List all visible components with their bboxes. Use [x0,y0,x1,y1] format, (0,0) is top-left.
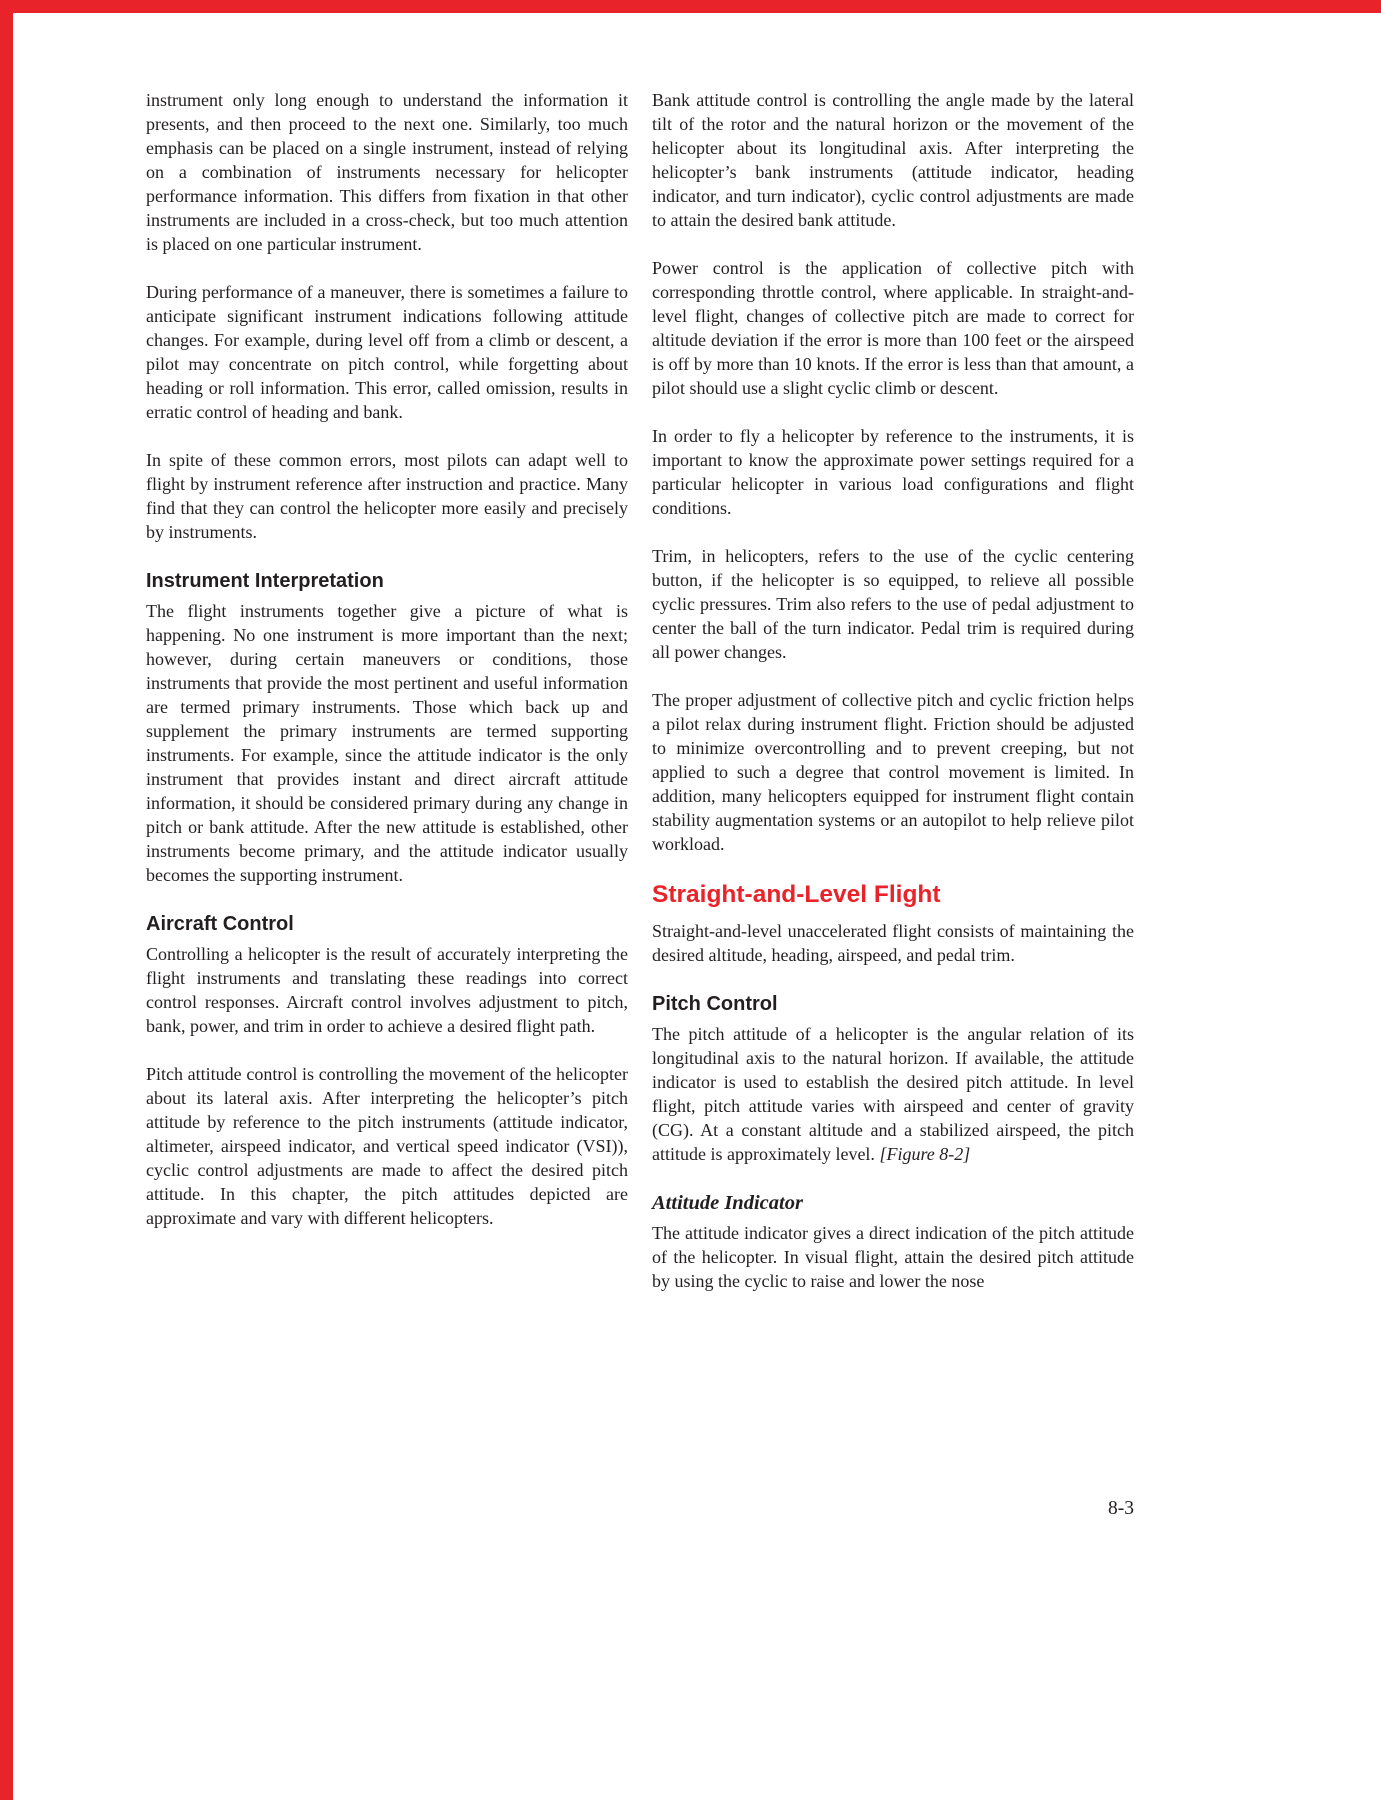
left-column [146,88,628,1230]
paragraph: Bank attitude control is controlling the angle made by the lateral tilt of the rotor and the natural horizon or the movement of the helicopter about its longitudinal axis. After interpreting the helicopter’s bank instruments (attitude indicator, heading indicator, and turn indicator), cyclic control adjustments are made to attain the desired bank attitude. [652,90,1134,230]
top-accent-bar [0,0,1381,13]
section-heading-attitude-indicator: Attitude Indicator [652,1192,803,1214]
left-accent-bar [0,0,13,1800]
paragraph: Pitch attitude control is controlling the movement of the helicopter about its lateral axis. After interpreting the helicopter’s pitch attitude by reference to the pitch instruments (attitude indicator, altimeter, airspeed indicator, and vertical speed indicator (VSI)), cyclic control adjustments are made to affect the desired pitch attitude. In this chapter, the pitch attitudes depicted are approximate and vary with different helicopters. [146,1064,628,1228]
paragraph: Controlling a helicopter is the result of accurately interpreting the flight instruments and translating these readings into correct control responses. Aircraft control involves adjustment to pitch, bank, power, and trim in order to achieve a desired flight path. [146,944,628,1036]
paragraph: Trim, in helicopters, refers to the use of the cyclic centering button, if the helicopter is so equipped, to relieve all possible cyclic pressures. Trim also refers to the use of pedal adjustment to center the ball of the turn indicator. Pedal trim is required during all power changes. [652,546,1134,662]
section-heading-pitch-control: Pitch Control [652,993,778,1015]
paragraph: During performance of a maneuver, there is sometimes a failure to anticipate significant instrument indications following attitude changes. For example, during level off from a climb or descent, a pilot may concentrate on pitch control, while forgetting about heading or roll information. This error, called omission, results in erratic control of heading and bank. [146,282,628,422]
paragraph: instrument only long enough to understand the information it presents, and then proceed to the next one. Similarly, too much emphasis can be placed on a single instrument, instead of relying on a combination of instruments necessary for helicopter performance information. This differs from fixation in that other instruments are included in a cross-check, but too much attention is placed on one particular instrument. [146,90,628,254]
paragraph: Power control is the application of collective pitch with corresponding throttle control, where applicable. In straight-and-level flight, changes of collective pitch are made to correct for altitude deviation if the error is more than 100 feet or the airspeed is off by more than 10 knots. If the error is less than that amount, a pilot should use a slight cyclic climb or descent. [652,258,1134,398]
figure-reference: [Figure 8-2] [879,1144,971,1164]
paragraph: Straight-and-level unaccelerated flight consists of maintaining the desired altitude, heading, airspeed, and pedal trim. [652,921,1134,965]
paragraph: The flight instruments together give a picture of what is happening. No one instrument is more important than the next; however, during certain maneuvers or conditions, those instruments that provide the most pertinent and useful information are termed primary instruments. Those which back up and supplement the primary instruments are termed supporting instruments. For example, since the attitude indicator is the only instrument that provides instant and direct aircraft attitude information, it should be considered primary during any change in pitch or bank attitude. After the new attitude is established, other instruments become primary, and the attitude indicator usually becomes the supporting instrument. [146,601,628,885]
paragraph: The proper adjustment of collective pitch and cyclic friction helps a pilot relax during instrument flight. Friction should be adjusted to minimize overcontrolling and to prevent creeping, but not applied to such a degree that control movement is limited. In addition, many helicopters equipped for instrument flight contain stability augmentation systems or an autopilot to help relieve pilot workload. [652,690,1134,854]
paragraph: The attitude indicator gives a direct indication of the pitch attitude of the helicopter. In visual flight, attain the desired pitch attitude by using the cyclic to raise and lower the nose [652,1223,1134,1291]
paragraph [652,1022,1134,1166]
paragraph-text: The pitch attitude of a helicopter is the angular relation of its longitudinal axis to the natural horizon. If available, the attitude indicator is used to establish the desired pitch attitude. In level flight, pitch attitude varies with airspeed and center of gravity (CG). At a constant altitude and a stabilized airspeed, the pitch attitude is approximately level. [652,1024,1134,1164]
section-heading-aircraft-control: Aircraft Control [146,913,294,935]
page-number: 8-3 [1108,1498,1134,1519]
right-column [652,88,1134,1293]
section-heading-straight-and-level-flight: Straight-and-Level Flight [652,881,941,908]
section-heading-instrument-interpretation: Instrument Interpretation [146,570,384,592]
paragraph: In spite of these common errors, most pilots can adapt well to flight by instrument reference after instruction and practice. Many find that they can control the helicopter more easily and precisely by instruments. [146,450,628,542]
paragraph: In order to fly a helicopter by reference to the instruments, it is important to know the approximate power settings required for a particular helicopter in various load configurations and flight conditions. [652,426,1134,518]
